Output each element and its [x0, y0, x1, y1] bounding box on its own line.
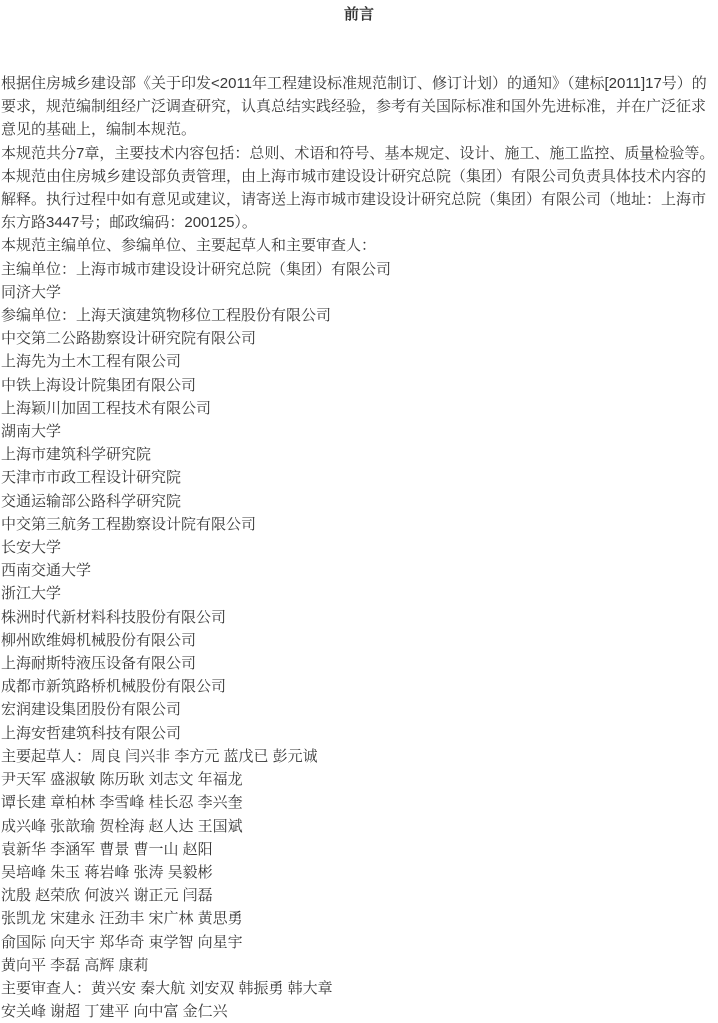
paragraph: 株洲时代新材料科技股份有限公司: [1, 608, 227, 626]
paragraph: 谭长建 章柏林 李雪峰 桂长忍 李兴奎: [1, 794, 243, 812]
paragraph: 黄向平 李磊 高辉 康莉: [1, 956, 149, 974]
paragraph: 宏润建设集团股份有限公司: [1, 701, 182, 719]
paragraph: 中交第三航务工程勘察设计院有限公司: [1, 515, 257, 533]
paragraph: 张凯龙 宋建永 汪劲丰 宋广林 黄思勇: [1, 910, 243, 928]
paragraph: 袁新华 李涵军 曹景 曹一山 赵阳: [1, 840, 213, 858]
paragraph: 俞国际 向天宇 郑华奇 束学智 向星宇: [1, 933, 243, 951]
paragraph: 本规范由住房城乡建设部负责管理，由上海市城市建设设计研究总院（集团）有限公司负责具体技术内容的解释。执行过程中如有意见或建议，请寄送上海市城市建设设计研究总院（集团）有限公司（地址：上海市东方路3447号；邮政编码：200125）。: [1, 167, 707, 232]
paragraph: 吴培峰 朱玉 蒋岩峰 张涛 吴毅彬: [1, 863, 213, 881]
paragraph: 长安大学: [1, 539, 62, 557]
paragraph: 湖南大学: [1, 423, 62, 441]
paragraph: 主要起草人：周良 闫兴非 李方元 蓝戊已 彭元诚: [1, 747, 318, 765]
document-body: [1, 72, 717, 1023]
paragraph: 交通运输部公路科学研究院: [1, 492, 182, 510]
paragraph: 成兴峰 张歆瑜 贺栓海 赵人达 王国斌: [1, 817, 243, 835]
paragraph: 参编单位：上海天演建筑物移位工程股份有限公司: [1, 307, 332, 325]
paragraph: 同济大学: [1, 283, 62, 301]
paragraph: 主要审查人：黄兴安 秦大航 刘安双 韩振勇 韩大章: [1, 979, 333, 997]
paragraph: 成都市新筑路桥机械股份有限公司: [1, 678, 227, 696]
paragraph: 沈殷 赵荣欣 何波兴 谢正元 闫磊: [1, 887, 213, 905]
paragraph: 尹天军 盛淑敏 陈历耿 刘志文 年福龙: [1, 771, 243, 789]
paragraph: 根据住房城乡建设部《关于印发<2011年工程建设标准规范制订、修订计划）的通知》（建标[2011]17号）的要求，规范编制组经广泛调查研究，认真总结实践经验，参考有关国际标准和国外先进标准，并在广泛征求意见的基础上，编制本规范。: [1, 75, 707, 139]
paragraph: 浙江大学: [1, 585, 62, 603]
paragraph: 安关峰 谢超 丁建平 向中富 金仁兴: [1, 1003, 228, 1021]
paragraph: 本规范共分7章，主要技术内容包括：总则、术语和符号、基本规定、设计、施工、施工监控、质量检验等。: [1, 144, 715, 162]
paragraph: 天津市市政工程设计研究院: [1, 469, 182, 487]
paragraph: 上海耐斯特液压设备有限公司: [1, 655, 197, 673]
paragraph: 中铁上海设计院集团有限公司: [1, 376, 197, 394]
paragraph: 柳州欧维姆机械股份有限公司: [1, 631, 197, 649]
document-title: 前言: [343, 6, 374, 23]
paragraph: 上海先为土木工程有限公司: [1, 353, 182, 371]
paragraph: 上海颖川加固工程技术有限公司: [1, 399, 212, 417]
paragraph: 西南交通大学: [1, 562, 92, 580]
paragraph: 上海安哲建筑科技有限公司: [1, 724, 182, 742]
paragraph: 上海市建筑科学研究院: [1, 446, 152, 464]
paragraph: 主编单位：上海市城市建设设计研究总院（集团）有限公司: [1, 260, 392, 278]
paragraph: 中交第二公路勘察设计研究院有限公司: [1, 330, 257, 348]
paragraph: 本规范主编单位、参编单位、主要起草人和主要审查人：: [1, 237, 377, 255]
